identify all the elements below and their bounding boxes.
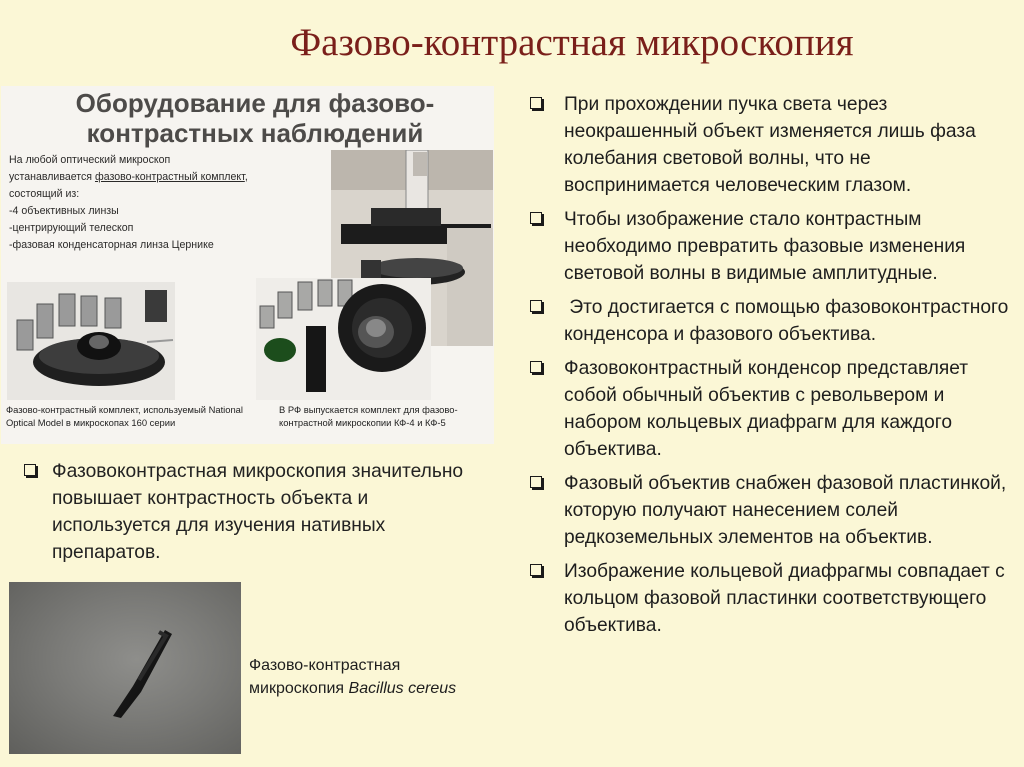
right-bullet-list (530, 91, 1020, 646)
list-item (530, 206, 1020, 287)
equipment-photo (1, 86, 494, 444)
bullet-text: При прохождении пучка света через неокрашенный объект изменяется лишь фаза колебания световой волны, что не воспринимается человеческим глазом. (564, 94, 976, 196)
equipment-description (9, 152, 339, 254)
species-name: Bacillus cereus (348, 680, 457, 697)
bacillus-rod-icon (9, 582, 241, 754)
phase-kit-photo-left (7, 282, 175, 400)
bullet-text: Чтобы изображение стало контрастным необходимо превратить фазовые изменения световой волны в видимые амплитудные. (564, 209, 966, 284)
slide-title: Фазово-контрастная микроскопия (290, 21, 854, 64)
left-bullet-text: Фазовоконтрастная микроскопия значительно повышает контрастность объекта и используется для изучения нативных препаратов. (52, 461, 464, 563)
bullet-text: Изображение кольцевой диафрагмы совпадает с кольцом фазовой пластинки соответствующего объектива. (564, 561, 1005, 636)
phase-kit-term: фазово-контрастный комплект (94, 171, 245, 183)
bacillus-micrograph (9, 582, 241, 754)
bullet-text: Фазовоконтрастный конденсор представляет собой обычный объектив с револьвером и набором кольцевых диафрагм для каждого объектива. (564, 358, 969, 460)
phase-kit-photo-right (256, 278, 431, 400)
checkbox-bullet-icon (530, 212, 542, 224)
left-bullet-item (18, 458, 468, 566)
equipment-item: -4 объективных линзы (9, 205, 119, 217)
bullet-text: Фазовый объектив снабжен фазовой пластинкой, которую получают нанесением солей редкоземельных элементов на объектив. (564, 473, 1007, 548)
equipment-desc-line: На любой оптический микроскоп (9, 154, 171, 166)
equipment-item: -фазовая конденсаторная линза Цернике (9, 239, 214, 251)
checkbox-bullet-icon (530, 361, 542, 373)
list-item (530, 294, 1020, 348)
list-item (530, 558, 1020, 639)
checkbox-bullet-icon (530, 476, 542, 488)
equipment-caption-left: Фазово-контрастный комплект, используемый National Optical Model в микроскопах 160 серии (6, 404, 243, 428)
checkbox-bullet-icon (530, 300, 542, 312)
list-item (530, 91, 1020, 199)
bullet-text: Это достигается с помощью фазовоконтрастного конденсора и фазового объектива. (564, 297, 1014, 345)
checkbox-bullet-icon (530, 564, 542, 576)
equipment-desc-line: состоящий из: (9, 188, 80, 200)
equipment-desc-line: устанавливается фазово-контрастный комплект, (9, 171, 248, 183)
list-item (530, 355, 1020, 463)
checkbox-bullet-icon (24, 464, 36, 476)
list-item (530, 470, 1020, 551)
checkbox-bullet-icon (530, 97, 542, 109)
equipment-heading: Оборудование для фазово-контрастных наблюдений (75, 88, 435, 148)
equipment-item: -центрирующий телескоп (9, 222, 134, 234)
equipment-caption-right: В РФ выпускается комплект для фазово-контрастной микроскопии КФ-4 и КФ-5 (279, 404, 458, 428)
bacillus-caption: Фазово-контрастная микроскопия Bacillus cereus (249, 657, 457, 697)
